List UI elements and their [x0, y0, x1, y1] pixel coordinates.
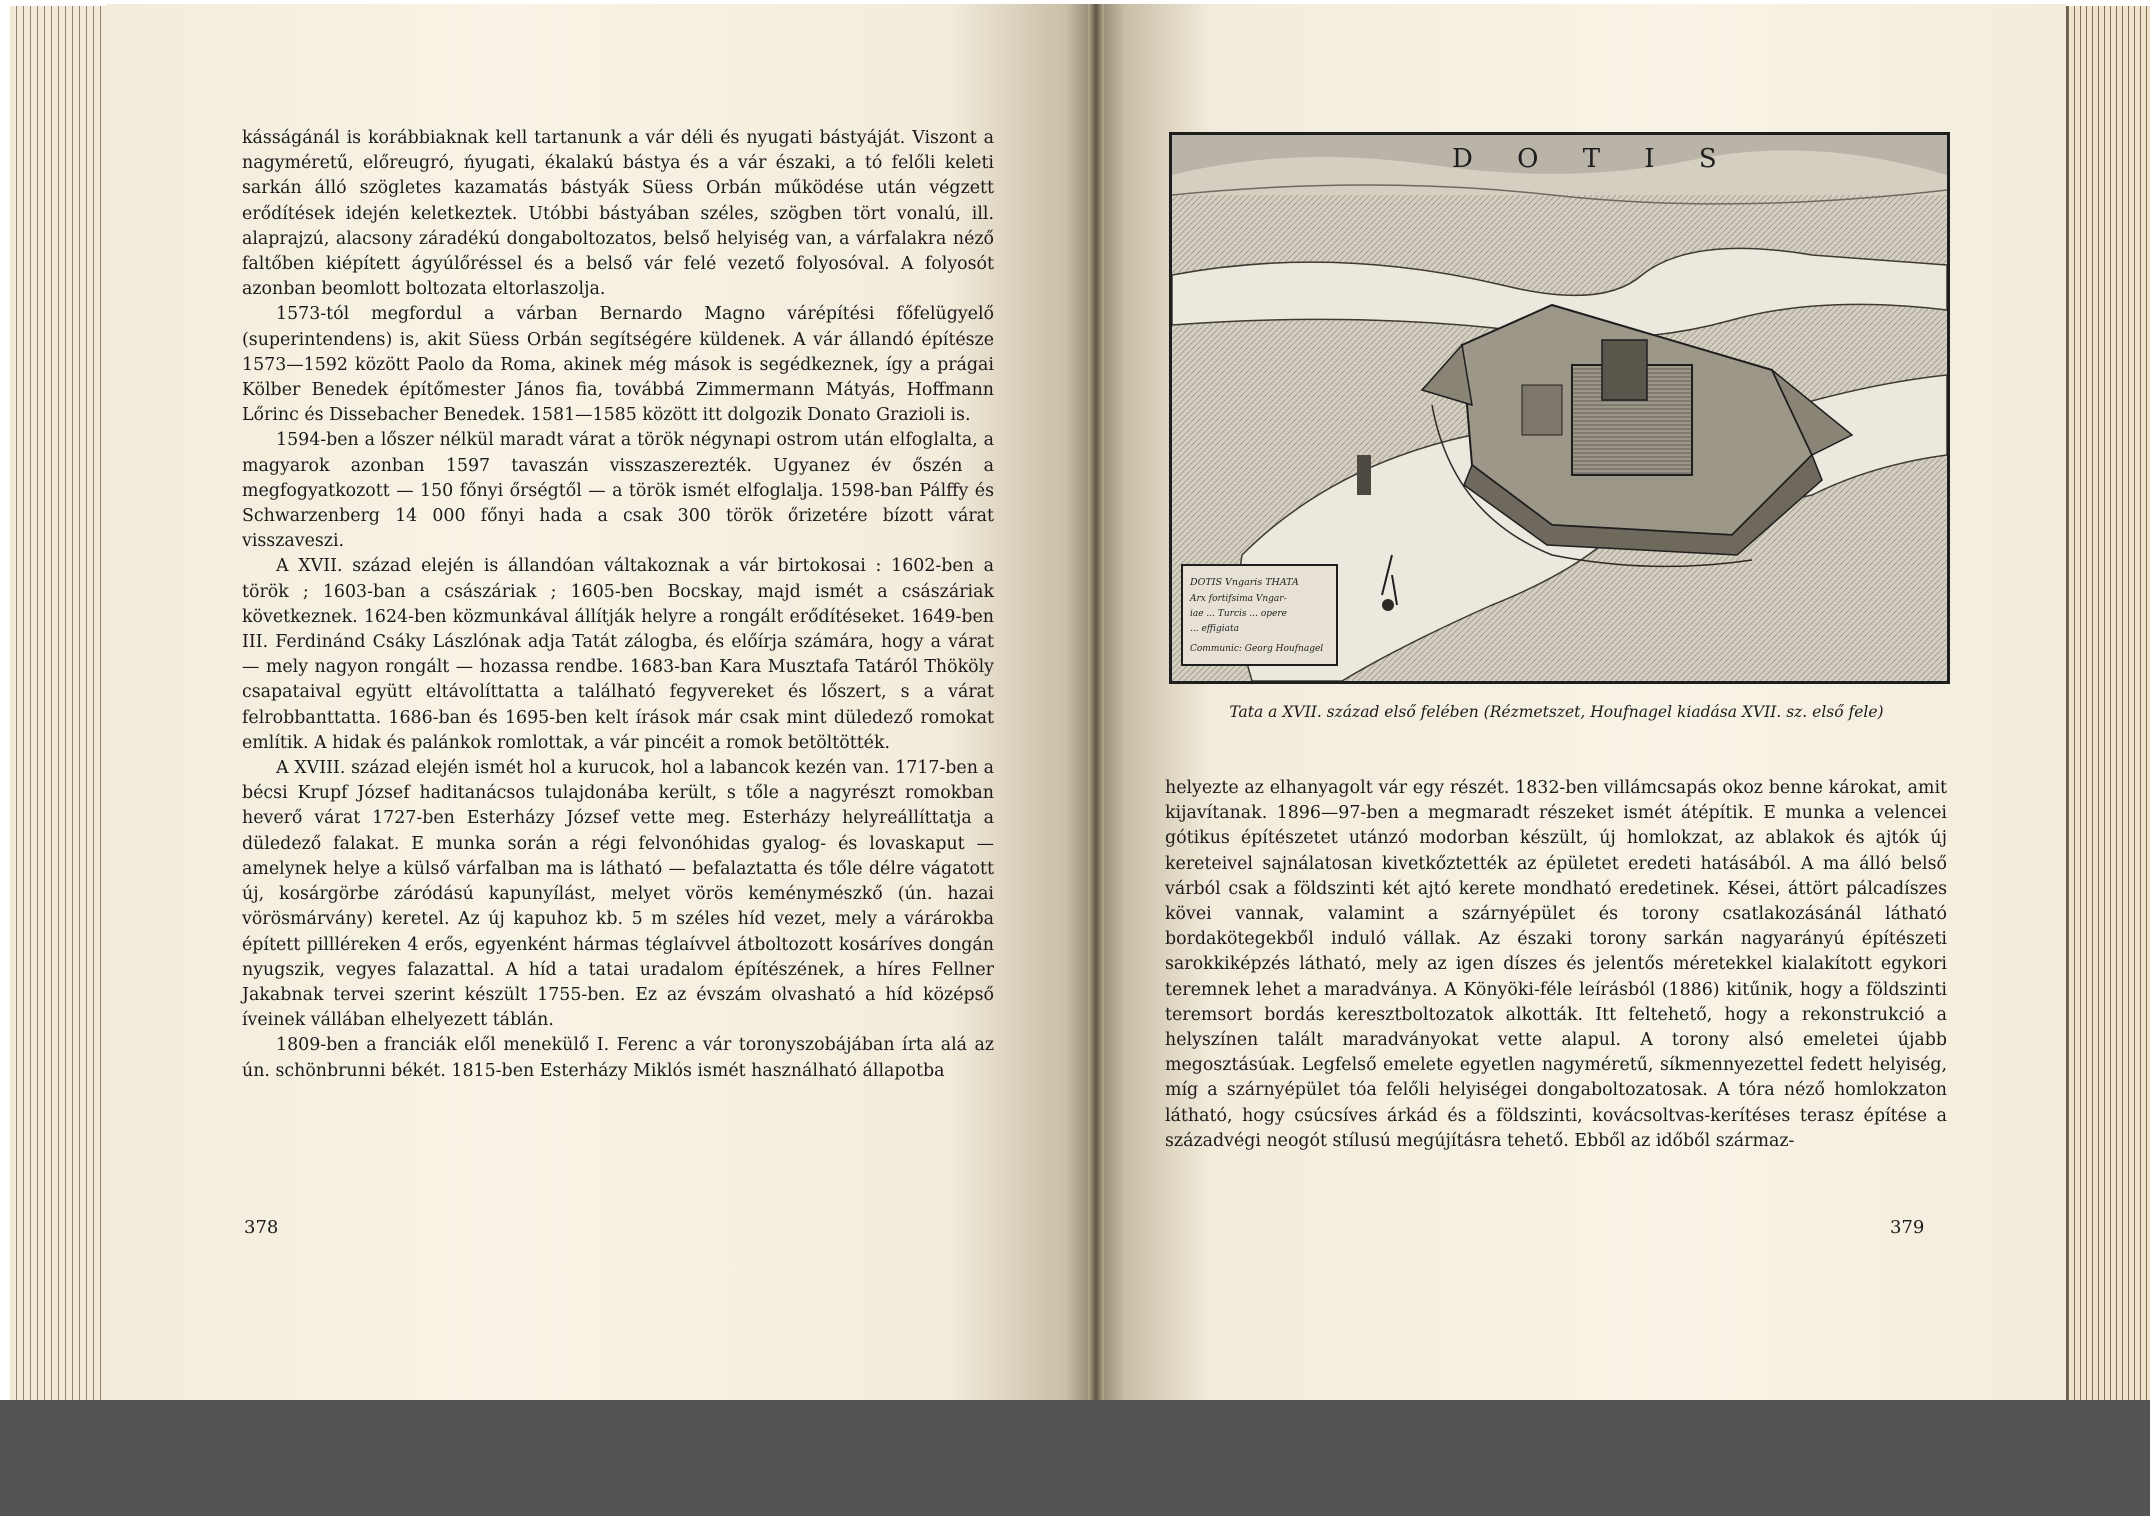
- cartouche-line: Arx fortifsima Vngar-: [1190, 594, 1287, 604]
- cartouche-line: ... effigiata: [1190, 624, 1240, 634]
- page-number-right: 379: [1890, 1217, 1925, 1238]
- scanner-background: [0, 1400, 2150, 1516]
- dotis-engraving-image: [1172, 135, 1947, 681]
- figure-caption: Tata a XVII. század első felében (Rézmetszet, Houfnagel kiadása XVII. sz. első fele): [1229, 703, 1884, 721]
- engraving-title: D O T I S: [1452, 144, 1735, 174]
- paragraph: 1573-tól megfordul a várban Bernardo Magno várépítési főfelügyelő (superintendens) is, akit Süess Orbán segítségére küldenek. A vár állandó építésze 1573—1592 között Paolo da Roma, akinek még mások is segédkeznek, így a prágai Kölber Benedek építőmester János fia, továbbá Zimmermann Mátyás, Hoffmann Lőrinc és Dissebacher Benedek. 1581—1585 között itt dolgozik Donato Grazioli is.: [242, 304, 994, 426]
- paragraph: 1594-ben a lőszer nélkül maradt várat a török négynapi ostrom után elfoglalta, a magyarok azonban 1597 tavaszán visszaszerezték. Ugyanez év őszén a megfogyatkozott — 150 főnyi őrségtől — a török ismét elfoglalja. 1598-ban Pálffy és Schwarzenberg 14 000 főnyi hada a csak 300 török őrizetére bízott várat visszaveszi.: [242, 430, 994, 552]
- right-page-edges: [2066, 6, 2150, 1414]
- book-gutter: [1088, 4, 1104, 1416]
- page-number-left: 378: [244, 1217, 279, 1238]
- engraving-figure: [1169, 132, 1950, 684]
- cartouche-line: DOTIS Vngaris THATA: [1190, 577, 1299, 588]
- left-page-edges: [10, 6, 108, 1414]
- left-page-text: [242, 126, 994, 1084]
- right-page-text: [1165, 776, 1947, 1154]
- paragraph: A XVIII. század elején ismét hol a kurucok, hol a labancok kezén van. 1717-ben a bécsi Krupf József haditanácsos tulajdonába került, s tőle a nagyrészt romokban heverő várat 1727-ben Esterházy József vette meg. Esterházy helyreállíttatja a düledező falakat. E munka során a régi felvonóhidas gyalog- és lovaskaput — amelynek helye a külső várfalban ma is látható — befalaztatta és tőle délre vágatott új, kosárgörbe záródású kapunyílást, melyet vörös keménymészkő (ún. hazai vörösmárvány) keretel. Az új kapuhoz kb. 5 m széles híd vezet, mely a várárokba épített pillléreken 4 erős, egyenként hármas téglaívvel átboltozott kosáríves dongán nyugszik, vegyes falazattal. A híd a tatai uradalom építészének, a híres Fellner Jakabnak tervei szerint készült 1755-ben. Ez az évszám olvasható a híd középső íveinek vállában elhelyezett táblán.: [242, 758, 994, 1031]
- cartouche-line: iae ... Turcis ... opere: [1190, 609, 1287, 619]
- paragraph: A XVII. század elején is állandóan váltakoznak a vár birtokosai : 1602-ben a török ; 1603-ban a császáriak ; 1605-ben Bocskay, majd ismét a császáriak következnek. 1624-ben közmunkával állítják helyre a rongált erődítéseket. 1649-ben III. Ferdinánd Csáky Lászlónak adja Tatát zálogba, és előírja számára, hogy a várat — mely nagyon rongált — hozassa rendbe. 1683-ban Kara Musztafa Tatáról Thököly csapataival együtt eltávolíttatta a található fegyvereket és lőszert, s a várat felrobbanttatta. 1686-ban és 1695-ben kelt írások már csak mint düledező romokat említik. A hidak és palánkok romlottak, a vár pincéit a romok betöltötték.: [242, 556, 994, 753]
- cartouche-line: Communic: Georg Houfnagel: [1190, 644, 1324, 654]
- paragraph: helyezte az elhanyagolt vár egy részét. 1832-ben villámcsapás okoz benne károkat, amit kijavítanak. 1896—97-ben a megmaradt részeket ismét átépítik. E munka a velencei gótikus építészetet utánzó modorban készült, új homlokzat, az ablakok és ajtók új kereteivel sajnálatosan kivetkőztették az épületet eredeti hatásából. A ma álló belső várból csak a földszinti két ajtó kerete mondható eredetinek. Kései, áttört pálcadíszes kövei vannak, valamint a szárnyépület és torony csatlakozásánál látható bordakötegekből induló vállak. Az északi torony sarkán nagyarányú építészeti sarokkiképzés látható, mely az igen díszes és jelentős méretekkel kialakított egykori teremnek lehet a maradványa. A Könyöki-féle leírásból (1886) kitűnik, hogy a földszinti teremsort bordás keresztboltozatok alkották. Itt feltehető, hogy a rekonstrukció a helyszínen talált maradványokat vette alapul. A torony alsó emeletei újabb megosztásúak. Legfelső emelete egyetlen nagyméretű, síkmennyezettel fedett helyiség, míg a szárnyépület tóa felőli helyiségei dongaboltozatosak. A tóra néző homlokzaton látható, hogy csúcsíves árkád és a földszinti, kovácsoltvas-kerítéses terasz építése a századvégi neogót stílusú megújításra tehető. Ebből az időből származ-: [1165, 778, 1947, 1151]
- paragraph: 1809-ben a franciák elől menekülő I. Ferenc a vár toronyszobájában írta alá az ún. schönbrunni békét. 1815-ben Esterházy Miklós ismét használható állapotba: [242, 1035, 994, 1081]
- paragraph: kásságánál is korábbiaknak kell tartanunk a vár déli és nyugati bástyáját. Viszont a nagyméretű, előreugró, ńyugati, ékalakú bástya és a vár északi, a tó felőli keleti sarkán álló szögletes kazamatás bástyák Süess Orbán működése után végzett erődítések idején keletkeztek. Utóbbi bástyában széles, szögben tört vonalú, ill. alaprajzú, alacsony záradékú dongaboltozatos, belső helyiség van, a várfalakra néző faltőben kiépített ágyúlőréssel és a belső vár felé vezető folyosóval. A folyosót azonban beomlott boltozata eltorlaszolja.: [242, 128, 994, 300]
